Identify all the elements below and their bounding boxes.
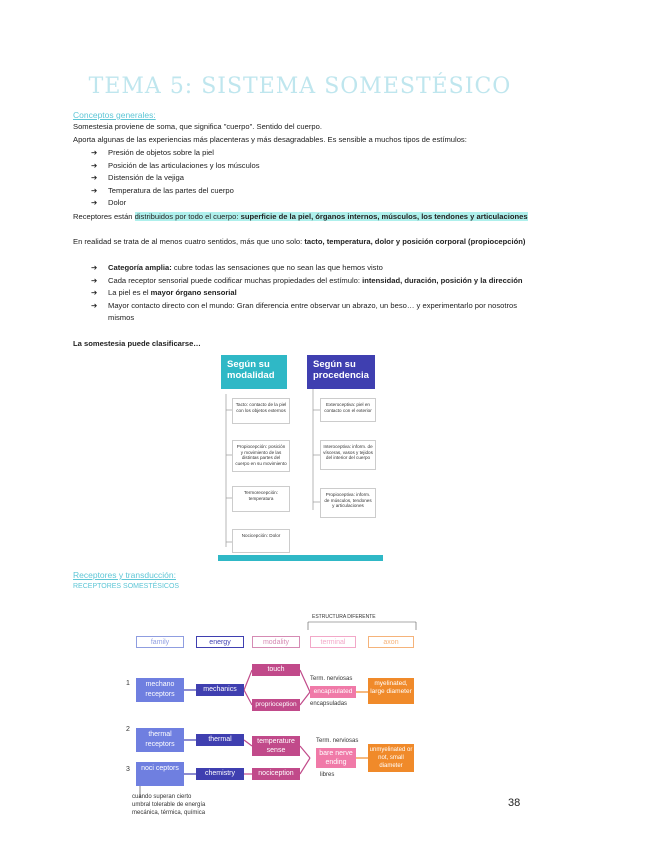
arrow-icon: ➔ [91,173,98,183]
receptor-classification-chart [120,612,420,817]
list-item: ➔ La piel es el mayor órgano sensorial [91,287,531,300]
list-item: ➔ Categoría amplia: cubre todas las sensaciones que no sean las que hemos visto [91,262,531,275]
note-term-nerviosas-1: Term. nerviosas [310,676,353,682]
note-term-nerviosas-2: Term. nerviosas [316,738,359,744]
column-header-energy: energy [196,636,244,648]
modality-header: Según su modalidad [221,355,287,389]
list-item: ➔ Dolor [91,197,531,210]
section-heading-conceptos[interactable]: Conceptos generales: [73,110,156,120]
row-number-3: 3 [126,766,130,773]
column-header-axon: axon [368,636,414,648]
modality-item-propiocepcion: Propiocepción: posición y movimiento de las distintas partes del cuerpo en su movimiento [232,440,290,472]
row-number-2: 2 [126,726,130,733]
section-heading-receptores[interactable]: Receptores y transducción: [73,570,176,580]
origin-header: Según su procedencia [307,355,375,389]
modality-item-termorecepcion: Termorecepción: temperatura [232,486,290,512]
arrow-icon: ➔ [91,263,98,272]
handwritten-note-line-2: umbral tolerable de energía [132,802,206,808]
energy-thermal: thermal [196,734,244,746]
note-libres: libres [320,772,335,778]
list-item: ➔ Distensión de la vejiga [91,172,531,185]
column-header-family: family [136,636,184,648]
arrow-icon: ➔ [91,198,98,208]
column-header-terminal: terminal [310,636,356,648]
subheading-receptores-somestesicos: RECEPTORES SOMESTÉSICOS [73,583,180,590]
modality-item-nocicepcion: Nocicepción: Dolor [232,529,290,553]
list-item: ➔ Mayor contacto directo con el mundo: Gran diferencia entre observar un abrazo, un beso… y experimentarlo por nosotros mismos [91,300,531,325]
list-item: ➔ Presión de objetos sobre la piel [91,147,531,160]
modality-item-tacto: Tacto: contacto de la piel con los objetos externos [232,398,290,424]
receptors-paragraph: Receptores están distribuidos por todo el cuerpo: superficie de la piel, órganos internos, músculos, los tendones y articulaciones [73,212,528,221]
terminal-bare-nerve-ending: bare nerve ending [316,748,356,768]
arrow-icon: ➔ [91,300,98,310]
family-mechanoreceptors: mechano receptors [136,678,184,702]
arrow-icon: ➔ [91,148,98,157]
list-item: ➔ Posición de las articulaciones y los músculos [91,160,531,173]
stimuli-list [91,147,531,210]
axon-unmyelinated-small: unmyelinated or not, small diameter [368,744,414,772]
intro-line-1: Somestesia proviene de soma, que significa "cuerpo". Sentido del cuerpo. [73,122,322,131]
list-item: ➔ Cada receptor sensorial puede codificar muchas propiedades del estímulo: intensidad, duración, posición y la dirección [91,275,531,288]
column-header-modality: modality [252,636,300,648]
arrow-icon: ➔ [91,275,98,285]
arrow-icon: ➔ [91,160,98,170]
modality-temperature-sense: temperature sense [252,736,300,756]
energy-mechanics: mechanics [196,684,244,696]
intro-line-2: Aporta algunas de las experiencias más placenteras y más desagradables. Es sensible a muchos tipos de estímulos: [73,135,467,144]
points-list [91,262,531,325]
page-number: 38 [508,797,521,809]
modality-proprioception: proprioception [252,699,300,711]
handwritten-note-line-1: cuando superan cierto [132,794,192,800]
note-encapsuladas: encapsuladas [310,701,348,707]
handwritten-note-line-3: mecánica, térmica, química [132,810,206,816]
page-title: TEMA 5: SISTEMA SOMESTÉSICO [88,74,512,99]
arrow-icon: ➔ [91,288,98,298]
family-thermal-receptors: thermal receptors [136,728,184,752]
senses-paragraph: En realidad se trata de al menos cuatro sentidos, más que uno solo: tacto, temperatura, dolor y posición corporal (propiocepción) [73,237,526,246]
axon-myelinated-large: myelinated, large diameter [368,678,414,704]
terminal-encapsulated: encapsulated [310,686,356,698]
classification-diagram [218,352,383,562]
family-nociceptors: noci ceptors [136,762,184,786]
modality-nociception: nociception [252,768,300,780]
list-item: ➔ Temperatura de las partes del cuerpo [91,185,531,198]
origin-item-propioceptiva: Propioceptiva: inform. de músculos, tendones y articulaciones [320,488,376,518]
origin-item-interoceptiva: Interoceptiva: inform. de vísceras, vasos y tejidos del interior del cuerpo [320,440,376,470]
classify-line: La somestesia puede clasificarse… [73,339,201,348]
row-number-1: 1 [126,680,130,687]
structure-label: ESTRUCTURA DIFERENTE [312,614,376,620]
energy-chemistry: chemistry [196,768,244,780]
arrow-icon: ➔ [91,185,98,195]
modality-touch: touch [252,664,300,676]
origin-item-exteroceptiva: Exteroceptiva: piel en contacto con el exterior [320,398,376,422]
